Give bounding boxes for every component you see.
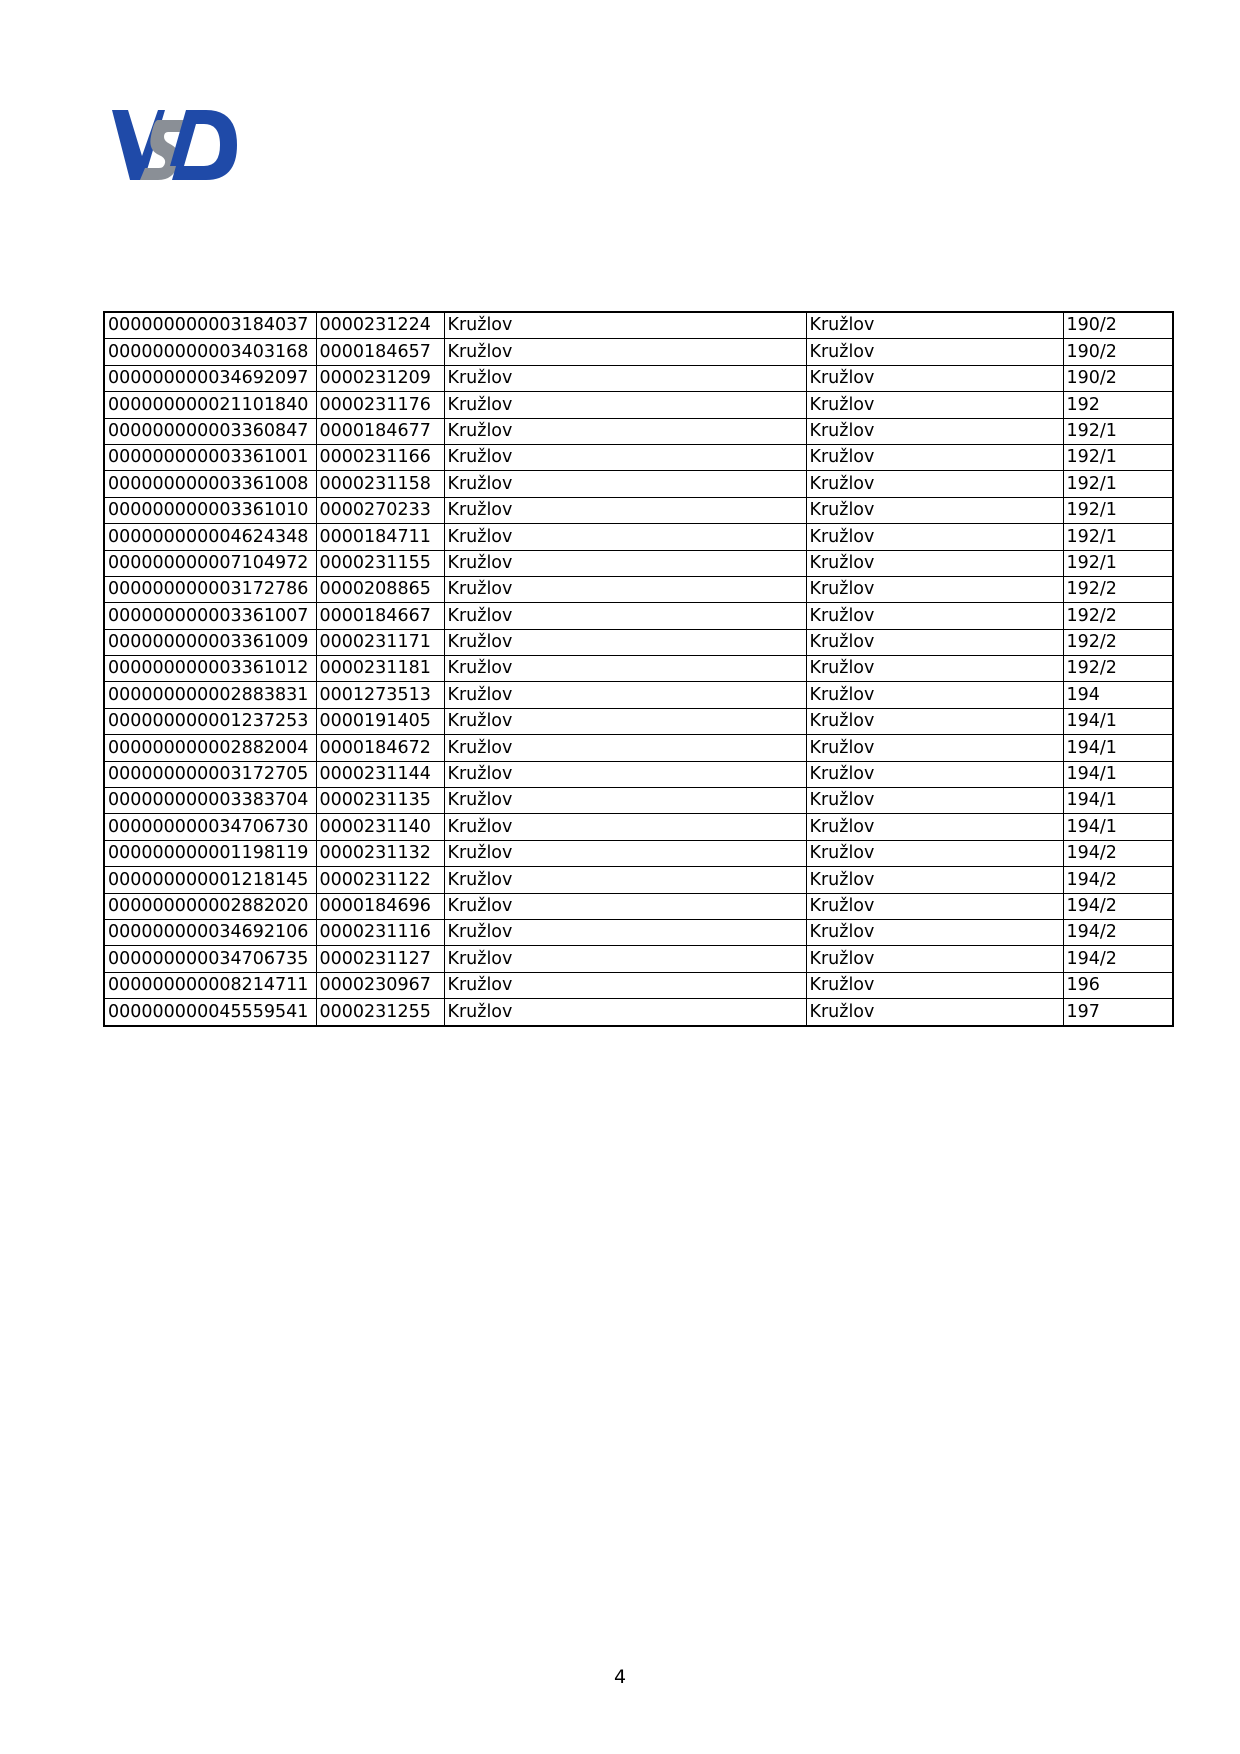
table-row (104, 603, 1173, 629)
object-id-cell: 000000000002882020 (104, 893, 316, 919)
cadastral-area-cell: Kružlov (806, 418, 1063, 444)
parcel-id-cell: 0000231224 (316, 312, 444, 339)
cadastral-area-cell: Kružlov (806, 999, 1063, 1026)
object-id-cell: 000000000003361010 (104, 497, 316, 523)
table-row (104, 444, 1173, 470)
parcel-number-cell: 192/1 (1063, 497, 1173, 523)
object-id-cell: 000000000001198119 (104, 840, 316, 866)
table-row (104, 418, 1173, 444)
object-id-cell: 000000000004624348 (104, 524, 316, 550)
municipality-cell: Kružlov (444, 418, 806, 444)
cadastral-area-cell: Kružlov (806, 365, 1063, 391)
parcel-id-cell: 0000231255 (316, 999, 444, 1026)
parcel-number-cell: 192/2 (1063, 576, 1173, 602)
municipality-cell: Kružlov (444, 814, 806, 840)
cadastral-area-cell: Kružlov (806, 867, 1063, 893)
municipality-cell: Kružlov (444, 603, 806, 629)
parcel-number-cell: 197 (1063, 999, 1173, 1026)
parcel-id-cell: 0000231140 (316, 814, 444, 840)
parcel-number-cell: 192/1 (1063, 524, 1173, 550)
object-id-cell: 000000000002883831 (104, 682, 316, 708)
object-id-cell: 000000000003403168 (104, 339, 316, 365)
parcel-id-cell: 0000231116 (316, 919, 444, 945)
municipality-cell: Kružlov (444, 392, 806, 418)
parcel-id-cell: 0000231127 (316, 946, 444, 972)
cadastral-area-cell: Kružlov (806, 629, 1063, 655)
municipality-cell: Kružlov (444, 629, 806, 655)
parcel-number-cell: 194/2 (1063, 946, 1173, 972)
parcel-id-cell: 0000231158 (316, 471, 444, 497)
municipality-cell: Kružlov (444, 788, 806, 814)
cadastral-area-cell: Kružlov (806, 788, 1063, 814)
object-id-cell: 000000000045559541 (104, 999, 316, 1026)
parcel-number-cell: 192/1 (1063, 418, 1173, 444)
municipality-cell: Kružlov (444, 576, 806, 602)
table-row (104, 893, 1173, 919)
table-row (104, 524, 1173, 550)
parcel-id-cell: 0000184657 (316, 339, 444, 365)
parcel-id-cell: 0000230967 (316, 972, 444, 998)
cadastral-area-cell: Kružlov (806, 840, 1063, 866)
parcel-id-cell: 0000270233 (316, 497, 444, 523)
municipality-cell: Kružlov (444, 444, 806, 470)
table-row (104, 788, 1173, 814)
object-id-cell: 000000000001237253 (104, 708, 316, 734)
table-row (104, 814, 1173, 840)
municipality-cell: Kružlov (444, 972, 806, 998)
table-row (104, 840, 1173, 866)
cadastral-area-cell: Kružlov (806, 312, 1063, 339)
table-row (104, 919, 1173, 945)
cadastral-area-cell: Kružlov (806, 708, 1063, 734)
parcel-number-cell: 194/1 (1063, 708, 1173, 734)
parcel-number-cell: 196 (1063, 972, 1173, 998)
parcel-number-cell: 194/1 (1063, 814, 1173, 840)
object-id-cell: 000000000034706730 (104, 814, 316, 840)
municipality-cell: Kružlov (444, 840, 806, 866)
cadastral-area-cell: Kružlov (806, 761, 1063, 787)
object-id-cell: 000000000003172705 (104, 761, 316, 787)
parcel-number-cell: 194 (1063, 682, 1173, 708)
parcel-number-cell: 194/2 (1063, 893, 1173, 919)
table-row (104, 392, 1173, 418)
parcel-id-cell: 0000231176 (316, 392, 444, 418)
page-number: 4 (613, 1666, 627, 1688)
parcel-number-cell: 194/1 (1063, 735, 1173, 761)
object-id-cell: 000000000034706735 (104, 946, 316, 972)
parcel-id-cell: 0001273513 (316, 682, 444, 708)
parcel-number-cell: 190/2 (1063, 365, 1173, 391)
municipality-cell: Kružlov (444, 761, 806, 787)
vsd-logo (112, 110, 237, 182)
municipality-cell: Kružlov (444, 708, 806, 734)
cadastral-area-cell: Kružlov (806, 946, 1063, 972)
table-row (104, 867, 1173, 893)
cadastral-area-cell: Kružlov (806, 339, 1063, 365)
parcel-number-cell: 194/2 (1063, 919, 1173, 945)
parcel-number-cell: 192/2 (1063, 629, 1173, 655)
parcel-number-cell: 192/1 (1063, 444, 1173, 470)
parcel-number-cell: 192/2 (1063, 603, 1173, 629)
table-row (104, 365, 1173, 391)
cadastral-area-cell: Kružlov (806, 682, 1063, 708)
parcel-id-cell: 0000184672 (316, 735, 444, 761)
municipality-cell: Kružlov (444, 682, 806, 708)
object-id-cell: 000000000034692097 (104, 365, 316, 391)
table-row (104, 471, 1173, 497)
object-id-cell: 000000000034692106 (104, 919, 316, 945)
cadastral-area-cell: Kružlov (806, 524, 1063, 550)
table-row (104, 550, 1173, 576)
parcel-id-cell: 0000231155 (316, 550, 444, 576)
table-row (104, 339, 1173, 365)
cadastral-area-cell: Kružlov (806, 471, 1063, 497)
parcel-id-cell: 0000231181 (316, 656, 444, 682)
cadastral-area-cell: Kružlov (806, 919, 1063, 945)
table-row (104, 735, 1173, 761)
table-row (104, 972, 1173, 998)
municipality-cell: Kružlov (444, 946, 806, 972)
parcel-id-cell: 0000184677 (316, 418, 444, 444)
table-row (104, 761, 1173, 787)
cadastral-area-cell: Kružlov (806, 392, 1063, 418)
municipality-cell: Kružlov (444, 867, 806, 893)
object-id-cell: 000000000002882004 (104, 735, 316, 761)
parcel-id-cell: 0000231144 (316, 761, 444, 787)
parcel-number-cell: 194/1 (1063, 788, 1173, 814)
object-id-cell: 000000000021101840 (104, 392, 316, 418)
parcel-number-cell: 190/2 (1063, 339, 1173, 365)
object-id-cell: 000000000003172786 (104, 576, 316, 602)
parcel-number-cell: 194/1 (1063, 761, 1173, 787)
table-row (104, 946, 1173, 972)
cadastral-area-cell: Kružlov (806, 603, 1063, 629)
parcel-id-cell: 0000231171 (316, 629, 444, 655)
object-id-cell: 000000000003360847 (104, 418, 316, 444)
municipality-cell: Kružlov (444, 735, 806, 761)
table-row (104, 629, 1173, 655)
table-row (104, 999, 1173, 1026)
municipality-cell: Kružlov (444, 524, 806, 550)
table-row (104, 312, 1173, 339)
object-id-cell: 000000000003361008 (104, 471, 316, 497)
object-id-cell: 000000000008214711 (104, 972, 316, 998)
cadastral-area-cell: Kružlov (806, 497, 1063, 523)
object-id-cell: 000000000003361012 (104, 656, 316, 682)
object-id-cell: 000000000003361007 (104, 603, 316, 629)
municipality-cell: Kružlov (444, 919, 806, 945)
parcel-id-cell: 0000184711 (316, 524, 444, 550)
municipality-cell: Kružlov (444, 999, 806, 1026)
parcel-id-cell: 0000231135 (316, 788, 444, 814)
parcel-id-cell: 0000191405 (316, 708, 444, 734)
parcel-id-cell: 0000208865 (316, 576, 444, 602)
parcel-id-cell: 0000184667 (316, 603, 444, 629)
table-row (104, 682, 1173, 708)
object-id-cell: 000000000003184037 (104, 312, 316, 339)
cadastral-area-cell: Kružlov (806, 814, 1063, 840)
parcel-number-cell: 194/2 (1063, 840, 1173, 866)
municipality-cell: Kružlov (444, 893, 806, 919)
parcel-number-cell: 192/2 (1063, 656, 1173, 682)
municipality-cell: Kružlov (444, 471, 806, 497)
parcel-number-cell: 192/1 (1063, 550, 1173, 576)
cadastral-area-cell: Kružlov (806, 550, 1063, 576)
parcel-number-cell: 190/2 (1063, 312, 1173, 339)
cadastral-area-cell: Kružlov (806, 656, 1063, 682)
cadastral-area-cell: Kružlov (806, 735, 1063, 761)
table-row (104, 497, 1173, 523)
parcel-number-cell: 194/2 (1063, 867, 1173, 893)
cadastral-area-cell: Kružlov (806, 444, 1063, 470)
table-row (104, 656, 1173, 682)
municipality-cell: Kružlov (444, 497, 806, 523)
table-body (104, 312, 1173, 1026)
parcel-id-cell: 0000184696 (316, 893, 444, 919)
parcel-id-cell: 0000231122 (316, 867, 444, 893)
parcel-table (103, 311, 1174, 1027)
object-id-cell: 000000000003361009 (104, 629, 316, 655)
municipality-cell: Kružlov (444, 365, 806, 391)
table-row (104, 708, 1173, 734)
municipality-cell: Kružlov (444, 312, 806, 339)
object-id-cell: 000000000001218145 (104, 867, 316, 893)
parcel-number-cell: 192/1 (1063, 471, 1173, 497)
municipality-cell: Kružlov (444, 656, 806, 682)
parcel-number-cell: 192 (1063, 392, 1173, 418)
table-row (104, 576, 1173, 602)
cadastral-area-cell: Kružlov (806, 893, 1063, 919)
municipality-cell: Kružlov (444, 339, 806, 365)
parcel-id-cell: 0000231132 (316, 840, 444, 866)
parcel-id-cell: 0000231166 (316, 444, 444, 470)
cadastral-area-cell: Kružlov (806, 576, 1063, 602)
object-id-cell: 000000000003383704 (104, 788, 316, 814)
object-id-cell: 000000000003361001 (104, 444, 316, 470)
object-id-cell: 000000000007104972 (104, 550, 316, 576)
cadastral-area-cell: Kružlov (806, 972, 1063, 998)
municipality-cell: Kružlov (444, 550, 806, 576)
parcel-id-cell: 0000231209 (316, 365, 444, 391)
